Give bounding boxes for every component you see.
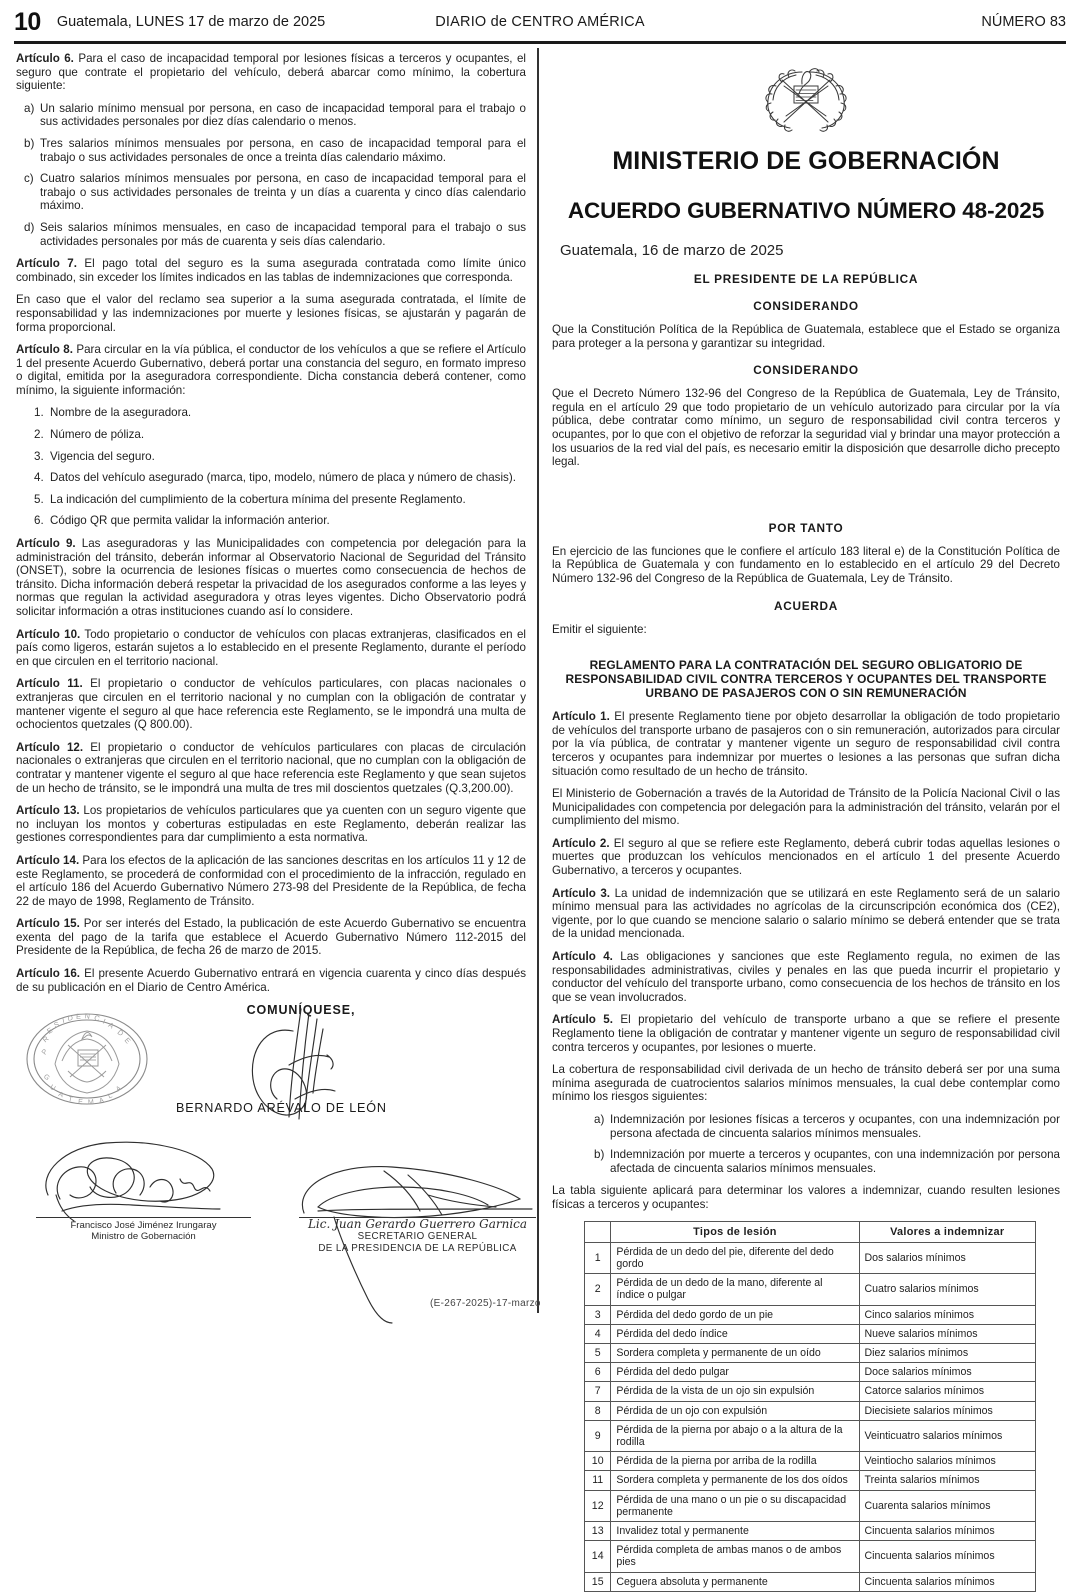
svg-text:S: S xyxy=(52,1019,62,1030)
president-name: BERNARDO ARÉVALO DE LEÓN xyxy=(176,1101,387,1116)
por-tanto-text: En ejercicio de las funciones que le confiere el artículo 183 literal e) de la Constitución Política de la República de Guatemala y con fundamento en lo establecido en el artículo 29 del Decreto Número 132-96 del Congreso de la República de Guatemala, Ley de Tránsito. xyxy=(552,544,1060,585)
table-row xyxy=(585,1305,1036,1324)
article-9: Artículo 9. Las aseguradoras y las Municipalidades con competencia por delegación para la administración del tránsito, deberán informar al Observatorio Nacional de Seguridad del Tránsito (ONSET), sobre la ocurrencia de lesiones físicas o muertes como consecuencia de hechos de tránsito. Dicha información deberá respetar la privacidad de los asegurados conforme a las leyes y normas que regulan la actividad aseguradora y otras leyes vigentes. Dicho Observatorio podrá solicitar información a otras instituciones cuando así lo considere. xyxy=(16,537,526,618)
row-lesion: Pérdida de un dedo de la mano, diferente al índice o pulgar xyxy=(611,1274,859,1305)
list-text: Cuatro salarios mínimos mensuales por persona, en caso de incapacidad temporal para el trabajo o sus actividades personales de treinta y un días a cuarenta y cinco días calendario máximo. xyxy=(40,172,526,213)
list-item xyxy=(16,406,526,420)
row-lesion: Sordera completa y permanente de un oído xyxy=(611,1343,859,1362)
row-index: 13 xyxy=(585,1521,611,1540)
minister-name: Francisco José Jiménez Irungaray xyxy=(70,1220,217,1232)
row-index: 9 xyxy=(585,1420,611,1451)
publication-reference: (E-267-2025)-17-marzo xyxy=(430,1298,541,1309)
table-row xyxy=(585,1471,1036,1490)
table-row xyxy=(585,1572,1036,1591)
table-row xyxy=(585,1490,1036,1521)
column-header-value: Valores a indemnizar xyxy=(859,1221,1036,1242)
president-signature xyxy=(231,999,371,1139)
list-text: Un salario mínimo mensual por persona, en caso de incapacidad temporal para el trabajo o sus actividades personales por diez días calendario o menos. xyxy=(40,101,526,129)
article-13: Artículo 13. Los propietarios de vehículos particulares que ya cuenten con un seguro vigente que no incluyan los montos y coberturas estipuladas en este Reglamento, deberán realizar las gestiones correspondientes para dar cumplimiento a esta normativa. xyxy=(16,804,527,845)
row-index: 2 xyxy=(585,1274,611,1305)
list-item xyxy=(16,471,526,485)
list-text: Nombre de la aseguradora. xyxy=(50,406,192,420)
row-lesion: Pérdida del dedo gordo de un pie xyxy=(611,1305,859,1324)
column-header-lesion: Tipos de lesión xyxy=(611,1221,859,1242)
row-value: Nueve salarios mínimos xyxy=(859,1324,1036,1343)
row-lesion: Sordera completa y permanente de los dos oídos xyxy=(611,1471,859,1490)
article-8-list xyxy=(16,406,526,528)
row-value: Doce salarios mínimos xyxy=(859,1363,1036,1382)
row-lesion: Invalidez total y permanente xyxy=(611,1521,859,1540)
svg-text:E: E xyxy=(122,1035,134,1047)
por-tanto-heading: POR TANTO xyxy=(768,520,844,535)
list-item xyxy=(16,137,526,164)
reg-article-5-continuation: La cobertura de responsabilidad civil derivada de un hecho de tránsito deberá ser por una suma mínima asegurada de cuatrocientos salarios mínimos mensuales, la cual debe contemplar como mínimo los riesgos siguientes: xyxy=(552,1063,1060,1104)
list-item xyxy=(552,1148,1060,1175)
article-7: Artículo 7. El pago total del seguro es la suma asegurada contratada como límite único combinado, sin exceder los límites indicados en las tablas de indemnizaciones que corresponda. xyxy=(16,257,526,284)
list-item xyxy=(552,1113,1060,1140)
column-divider xyxy=(537,48,539,1313)
row-index: 7 xyxy=(585,1382,611,1401)
row-lesion: Pérdida de la pierna por abajo o a la altura de la rodilla xyxy=(611,1420,859,1451)
list-marker: d) xyxy=(24,220,35,234)
row-value: Diez salarios mínimos xyxy=(859,1343,1036,1362)
svg-text:I: I xyxy=(101,1016,108,1027)
masthead-publication-title: DIARIO de CENTRO AMÉRICA xyxy=(435,14,645,30)
table-row xyxy=(585,1274,1036,1305)
reg-article-5: Artículo 5. El propietario del vehículo de transporte urbano a que se refiere el presente Reglamento tiene la obligación de contratar y mantener vigente un seguro de responsabilidad civil contra terceros y ocupantes, por lesiones o muerte. xyxy=(552,1013,1060,1054)
table-header-row xyxy=(585,1221,1036,1242)
list-text: Vigencia del seguro. xyxy=(50,449,155,463)
svg-text:A: A xyxy=(106,1020,117,1032)
row-lesion: Pérdida de la pierna por arriba de la rodilla xyxy=(611,1452,859,1471)
ministry-title: MINISTERIO DE GOBERNACIÓN xyxy=(612,147,1000,175)
row-value: Catorce salarios mínimos xyxy=(859,1382,1036,1401)
article-7-continuation: En caso que el valor del reclamo sea superior a la suma asegurada contratada, el límite de responsabilidad y las indemnizaciones por muerte y lesiones físicas, se ajustarán y pagarán de forma proporcional. xyxy=(16,293,526,334)
row-lesion: Pérdida completa de ambas manos o de ambos pies xyxy=(611,1541,859,1572)
list-item xyxy=(16,172,526,213)
list-text: Datos del vehículo asegurado (marca, tipo, modelo, número de placa y número de chasis). xyxy=(50,471,516,485)
row-value: Cincuenta salarios mínimos xyxy=(859,1521,1036,1540)
row-index: 3 xyxy=(585,1305,611,1324)
article-11: Artículo 11. El propietario o conductor de vehículos particulares, con placas nacionales o extranjeras que circulen en el territorio nacional y no cumplan con la obligación de contratar y mantener vigente el seguro al que hace referencia este Reglamento, se le impondrá una multa de ochocientos quetzales (Q 800.00). xyxy=(16,677,527,732)
row-index: 4 xyxy=(585,1324,611,1343)
table-row xyxy=(585,1324,1036,1343)
row-lesion: Pérdida del dedo pulgar xyxy=(611,1363,859,1382)
page-masthead xyxy=(0,0,1080,44)
presidential-seal xyxy=(22,1009,152,1114)
article-6-list xyxy=(16,102,526,248)
row-lesion: Pérdida de una mano o un pie o su discapacidad permanente xyxy=(611,1490,859,1521)
reg-article-1: Artículo 1. El presente Reglamento tiene por objeto desarrollar la obligación de todo propietario de vehículos del transporte urbano de pasajeros con o sin remuneración, autorizados para circular por la vía pública, de contratar y mantener vigente un seguro de responsabilidad civil contra terceros y ocupantes para indemnizar por muertes o lesiones a las personas que sufran dicha situación como resultado de un hecho de tránsito. xyxy=(552,710,1060,778)
list-marker: a) xyxy=(24,101,35,115)
table-row xyxy=(585,1382,1036,1401)
svg-text:E: E xyxy=(75,1012,83,1022)
list-text: Código QR que permita validar la información anterior. xyxy=(50,514,330,528)
svg-text:D: D xyxy=(67,1013,75,1023)
list-item xyxy=(16,428,526,442)
row-value: Veintiocho salarios mínimos xyxy=(859,1452,1036,1471)
acuerdo-title: ACUERDO GUBERNATIVO NÚMERO 48-2025 xyxy=(567,198,1045,223)
acuerda-text: Emitir el siguiente: xyxy=(552,622,647,636)
reg-article-3: Artículo 3. La unidad de indemnización que se utilizará en este Reglamento será de un salario mínimo mensual para las actividades no agrícolas de la circunscripción económica dos (CE2), vigente, por lo que cuando se mencione salario o salario mínimo se deberá entender que se trata de la unidad mencionada. xyxy=(552,886,1060,941)
table-row xyxy=(585,1521,1036,1540)
secretary-name: Lic. Juan Gerardo Guerrero Garnica xyxy=(307,1217,528,1232)
comuniquese-label: COMUNÍQUESE, xyxy=(246,1003,356,1018)
considerando-2-heading: CONSIDERANDO xyxy=(753,363,859,378)
article-14: Artículo 14. Para los efectos de la aplicación de las sanciones descritas en los artículos 11 y 12 de este Reglamento, se procederá de conformidad con el procedimiento de la infracción, regulado en el artículo 186 del Acuerdo Gubernativo Número 273-98 del Presidente de la República, de fecha 22 de mayo de 1998, Reglamento de Tránsito. xyxy=(16,853,526,908)
row-value: Treinta salarios mínimos xyxy=(859,1471,1036,1490)
svg-text:E: E xyxy=(45,1025,55,1036)
row-index: 14 xyxy=(585,1541,611,1572)
row-lesion: Pérdida de un dedo del pie, diferente del dedo gordo xyxy=(611,1242,859,1273)
coat-of-arms-wrap xyxy=(552,56,1060,139)
svg-text:N: N xyxy=(84,1011,92,1022)
list-marker: 6. xyxy=(34,514,44,528)
svg-text:P: P xyxy=(39,1046,51,1057)
article-10: Artículo 10. Todo propietario o conductor de vehículos con placas extranjeras, clasificados en el país como ligeros, estarán sujetos a lo establecido en el presente Reglamento, durante el período en que circulen en el territorio nacional. xyxy=(16,627,526,668)
svg-text:L: L xyxy=(107,1092,115,1101)
reglamento-title: REGLAMENTO PARA LA CONTRATACIÓN DEL SEGURO OBLIGATORIO DE RESPONSABILIDAD CIVIL CONTRA TERCEROS Y OCUPANTES DEL TRANSPORTE URBANO DE PASAJEROS CON O SIN REMUNERACIÓN xyxy=(565,658,1047,701)
list-text: Indemnización por lesiones físicas a terceros y ocupantes, con una indemnización por persona afectada de cincuenta salarios mínimos mensuales. xyxy=(610,1112,1060,1140)
row-value: Dos salarios mínimos xyxy=(859,1242,1036,1273)
row-lesion: Ceguera absoluta y permanente xyxy=(611,1572,859,1591)
signature-rule xyxy=(36,1217,251,1218)
list-text: La indicación del cumplimiento de la cobertura mínima del presente Reglamento. xyxy=(50,492,466,506)
table-row xyxy=(585,1420,1036,1451)
table-intro: La tabla siguiente aplicará para determinar los valores a indemnizar, cuando resulten lesiones físicas a terceros y ocupantes: xyxy=(552,1184,1060,1211)
list-text: Tres salarios mínimos mensuales por persona, en caso de incapacidad temporal para el trabajo o sus actividades personales de once a treinta días calendario máximo. xyxy=(40,136,526,164)
table-row xyxy=(585,1401,1036,1420)
row-value: Cincuenta salarios mínimos xyxy=(859,1572,1036,1591)
secretary-signature-block xyxy=(299,1217,536,1254)
considerando-2-text: Que el Decreto Número 132-96 del Congreso de la República de Guatemala, Ley de Tránsito, regula en el artículo 29 que todo propietario de un vehículo autorizado para circular por la vía pública, debe contratar como mínimo, un seguro de responsabilidad civil contra terceros y ocupantes, por lo que con el objetivo de reforzar la seguridad vial y brindar una mayor protección a los usuarios de la red vial del país, es necesario emitir la disposición que desarrolle dicho precepto legal. xyxy=(552,387,1060,469)
row-index: 6 xyxy=(585,1363,611,1382)
right-column xyxy=(552,52,1060,1588)
article-16: Artículo 16. El presente Acuerdo Gubernativo entrará en vigencia cuarenta y cinco días después de su publicación en el Diario de Centro América. xyxy=(16,967,526,994)
acuerda-heading: ACUERDA xyxy=(774,598,838,613)
svg-text:T: T xyxy=(67,1096,75,1105)
list-marker: 1. xyxy=(34,406,44,420)
row-value: Cincuenta salarios mínimos xyxy=(859,1541,1036,1572)
left-column xyxy=(16,52,526,1322)
table-row xyxy=(585,1242,1036,1273)
reg-article-5-list xyxy=(552,1113,1060,1175)
page-number: 10 xyxy=(14,7,41,36)
secretary-role-line-1: SECRETARIO GENERAL xyxy=(357,1231,478,1243)
masthead-date: Guatemala, LUNES 17 de marzo de 2025 xyxy=(56,14,326,30)
list-item xyxy=(16,450,526,464)
svg-text:C: C xyxy=(93,1013,102,1024)
row-lesion: Pérdida de un ojo con expulsión xyxy=(611,1401,859,1420)
considerando-1-heading: CONSIDERANDO xyxy=(753,299,859,313)
svg-text:U: U xyxy=(48,1084,58,1094)
svg-text:A: A xyxy=(57,1091,66,1100)
list-text: Seis salarios mínimos mensuales, en caso de incapacidad temporal para el trabajo o sus actividades personales por más de cuarenta y seis días calendario. xyxy=(40,220,526,248)
list-marker: c) xyxy=(24,172,34,186)
row-lesion: Pérdida de la vista de un ojo sin expulsión xyxy=(611,1382,859,1401)
list-marker: a) xyxy=(594,1112,605,1126)
svg-text:D: D xyxy=(115,1027,127,1039)
guatemala-coat-of-arms-icon xyxy=(758,56,854,134)
row-value: Cinco salarios mínimos xyxy=(859,1305,1036,1324)
row-value: Veinticuatro salarios mínimos xyxy=(859,1420,1036,1451)
svg-text:M: M xyxy=(87,1099,96,1107)
row-index: 11 xyxy=(585,1471,611,1490)
svg-text:A: A xyxy=(115,1084,124,1094)
svg-text:E: E xyxy=(77,1098,84,1107)
minister-role: Ministro de Gobernación xyxy=(91,1231,196,1243)
indemnity-table xyxy=(584,1221,1036,1592)
table-row xyxy=(585,1363,1036,1382)
row-value: Cuarenta salarios mínimos xyxy=(859,1490,1036,1521)
list-item xyxy=(16,221,526,248)
article-12: Artículo 12. El propietario o conductor de vehículos particulares con placas de circulación nacionales o extranjeras que circulen en el territorio nacional, que no cumplan con la obligación de contratar y mantener vigente el seguro al que hace referencia este Reglamento y que sean sujetos de un hecho de tránsito, se le impondrá una multa de tres mil doscientos quetzales (Q.3,200.00). xyxy=(16,740,527,795)
row-value: Cuatro salarios mínimos xyxy=(859,1274,1036,1305)
reg-article-4: Artículo 4. Las obligaciones y sanciones que este Reglamento regula, no eximen de las responsabilidades administrativas, civiles y penales en las que pueda incurrir el propietario y conductor del vehículo del transporte urbano, como consecuencia de los hechos de tránsito en los que se vean involucrados. xyxy=(552,950,1060,1004)
list-text: Indemnización por muerte a terceros y ocupantes, con una indemnización por persona afectada de cincuenta salarios mínimos mensuales. xyxy=(610,1148,1060,1175)
row-index: 10 xyxy=(585,1452,611,1471)
svg-text:I: I xyxy=(61,1015,67,1026)
article-8-intro: Artículo 8. Para circular en la vía pública, el conductor de los vehículos a que se refiere el Artículo 1 del presente Acuerdo Gubernativo, deberá portar una constancia del seguro, en formato impreso o digital, emitida por la aseguradora correspondiente. Dicha constancia deberá contener, como mínimo, la siguiente información: xyxy=(16,343,526,397)
signature-area xyxy=(16,1003,526,1333)
list-item xyxy=(16,514,526,528)
secretary-role-line-2: DE LA PRESIDENCIA DE LA REPÚBLICA xyxy=(318,1242,517,1254)
masthead-issue-number: NÚMERO 83 xyxy=(981,14,1066,30)
table-head xyxy=(585,1221,1036,1242)
table-row xyxy=(585,1541,1036,1572)
reg-article-2: Artículo 2. El seguro al que se refiere este Reglamento, deberá cubrir todas aquellas lesiones o muertes que produzcan los vehículos mencionados en el artículo 1 del presente Acuerdo Gubernativo, a terceros y ocupantes. xyxy=(552,836,1060,878)
list-marker: 5. xyxy=(34,492,44,506)
row-index: 12 xyxy=(585,1490,611,1521)
masthead-rule xyxy=(14,41,1066,44)
list-marker: 4. xyxy=(34,471,44,485)
spacer xyxy=(552,478,1060,508)
table-row xyxy=(585,1343,1036,1362)
list-marker: 3. xyxy=(34,449,44,463)
list-marker: 2. xyxy=(34,428,44,442)
row-index: 5 xyxy=(585,1343,611,1362)
article-15: Artículo 15. Por ser interés del Estado, la publicación de este Acuerdo Gubernativo se encuentra exenta del pago de la tarifa que establece el Acuerdo Gubernativo Número 112-2015 del Presidente de la República, de fecha 26 de marzo de 2015. xyxy=(16,917,526,958)
list-text: Número de póliza. xyxy=(50,428,145,442)
list-marker: b) xyxy=(24,136,35,150)
list-marker: b) xyxy=(594,1148,605,1162)
considerando-1-text: Que la Constitución Política de la República de Guatemala, establece que el Estado se organiza para proteger a la persona y garantizar su integridad. xyxy=(552,323,1060,350)
svg-text:A: A xyxy=(98,1097,106,1106)
table-row xyxy=(585,1452,1036,1471)
list-item xyxy=(16,493,526,507)
minister-signature-block xyxy=(36,1217,251,1242)
svg-text:R: R xyxy=(40,1033,52,1045)
article-6-intro: Artículo 6. Para el caso de incapacidad temporal por lesiones físicas a terceros y ocupantes, el seguro que contrate el propietario del vehículo, deberá abarcar como mínimo, la cobertura siguiente: xyxy=(16,52,526,93)
list-item xyxy=(16,102,526,129)
table-body xyxy=(585,1242,1036,1591)
svg-text:G: G xyxy=(41,1073,52,1084)
acuerdo-date: Guatemala, 16 de marzo de 2025 xyxy=(560,242,784,259)
row-index: 15 xyxy=(585,1572,611,1591)
row-index: 1 xyxy=(585,1242,611,1273)
column-header-index xyxy=(585,1221,611,1242)
president-heading: EL PRESIDENTE DE LA REPÚBLICA xyxy=(693,272,919,286)
reg-article-1-continuation: El Ministerio de Gobernación a través de la Autoridad de Tránsito de la Policía Nacional Civil o las Municipalidades con competencia por delegación para la administración del tránsito, velarán por el cumplimiento del mismo. xyxy=(552,787,1060,828)
row-value: Diecisiete salarios mínimos xyxy=(859,1401,1036,1420)
row-lesion: Pérdida del dedo índice xyxy=(611,1324,859,1343)
row-index: 8 xyxy=(585,1401,611,1420)
